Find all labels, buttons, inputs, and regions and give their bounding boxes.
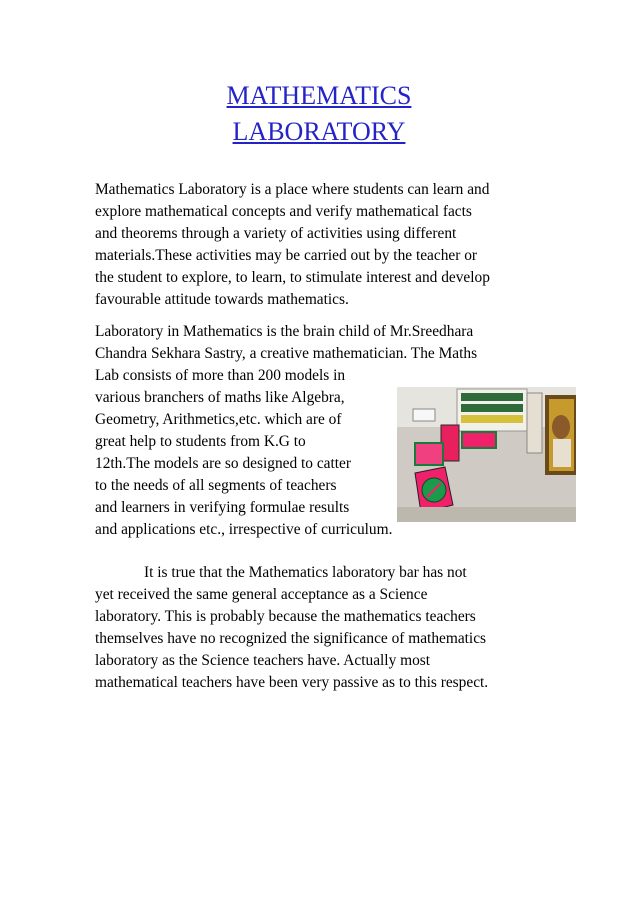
text-line: various branchers of maths like Algebra, xyxy=(95,389,345,406)
math-lab-photo xyxy=(397,387,576,522)
text-line: yet received the same general acceptance as a Science xyxy=(95,586,428,603)
text-line: mathematical teachers have been very passive as to this respect. xyxy=(95,674,489,691)
text-line-start: It is true that the Mathematics laboratory bar has not xyxy=(144,564,467,581)
text-line: explore mathematical concepts and verify mathematical facts xyxy=(95,203,472,220)
text-line: the student to explore, to learn, to stimulate interest and develop xyxy=(95,269,490,286)
paragraph-acceptance xyxy=(95,562,555,694)
paragraph-intro xyxy=(95,179,555,311)
text-line xyxy=(95,562,555,584)
paragraph-history-wrapped xyxy=(95,365,395,519)
text-line: laboratory as the Science teachers have. Actually most xyxy=(95,652,431,669)
page-title xyxy=(0,78,638,150)
text-line: laboratory. This is probably because the mathematics teachers xyxy=(95,608,476,625)
text-line: and learners in verifying formulae results xyxy=(95,499,350,516)
text-line: Lab consists of more than 200 models in xyxy=(95,367,346,384)
text-line: to the needs of all segments of teachers xyxy=(95,477,337,494)
text-line: Mathematics Laboratory is a place where students can learn and xyxy=(95,181,490,198)
text-line: great help to students from K.G to xyxy=(95,433,306,450)
text-line: and theorems through a variety of activities using different xyxy=(95,225,457,242)
text-line: favourable attitude towards mathematics. xyxy=(95,291,349,308)
text-line: Laboratory in Mathematics is the brain child of Mr.Sreedhara xyxy=(95,323,474,340)
math-lab-photo-icon xyxy=(397,387,576,522)
paragraph-history xyxy=(95,321,555,365)
title-line-2: LABORATORY xyxy=(232,117,406,146)
title-line-1: MATHEMATICS xyxy=(226,81,412,110)
text-line: materials.These activities may be carried out by the teacher or xyxy=(95,247,478,264)
text-line: Chandra Sekhara Sastry, a creative mathematician. The Maths xyxy=(95,345,478,362)
text-line: Geometry, Arithmetics,etc. which are of xyxy=(95,411,342,428)
text-line: 12th.The models are so designed to catter xyxy=(95,455,352,472)
text-line: and applications etc., irrespective of curriculum. xyxy=(95,521,393,538)
text-line: themselves have no recognized the significance of mathematics xyxy=(95,630,487,647)
paragraph-history-end xyxy=(95,519,555,541)
